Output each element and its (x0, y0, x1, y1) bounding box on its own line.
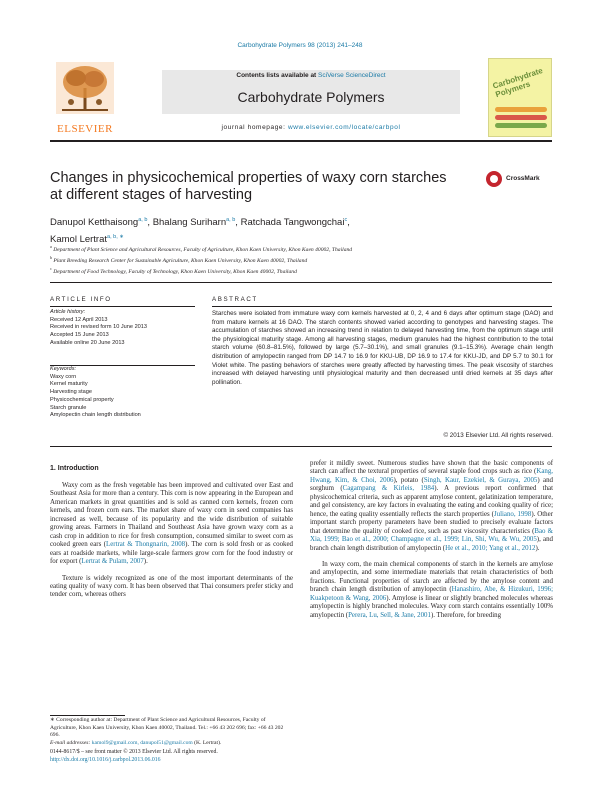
homepage-label: journal homepage: (221, 124, 286, 131)
section-rule (50, 282, 552, 283)
paragraph-text: ). A previous report confirmed that physicochemical criteria, such as apparent amylose content, gelatinization temperature, and gel consistency, are key factors in evaluating the eating and cooking quality of rice; hence, the eating quality essentially reflects the starch properties ( (310, 485, 553, 518)
paragraph-text: prefer it mildly sweet. Numerous studies have shown that the basic components of starch can affect the textural properties of several staple food crops such as rice ( (310, 460, 553, 476)
contents-line (162, 72, 460, 79)
keyword: Kernel maturity (50, 381, 88, 388)
citation-link[interactable]: Juliano, 1998 (493, 510, 532, 518)
crossmark-icon (486, 171, 502, 187)
masthead (50, 58, 552, 137)
paragraph-text: ) and sorghum ( (310, 476, 554, 493)
paragraph-text: ). Other important starch property parameters have been studied to precisely evaluate factors that determine the quality of cooked rice, such as past viscosity characteristics ( (310, 510, 553, 535)
issn-line: 0144-8617/$ – see front matter © 2013 Elsevier Ltd. All rights reserved. (50, 749, 218, 755)
doi-link[interactable]: http://dx.doi.org/10.1016/j.carbpol.2013.06.016 (50, 756, 161, 763)
article-title: Changes in physicochemical properties of waxy corn starches at different stages of harvesting (50, 170, 447, 203)
journal-reference[interactable]: Carbohydrate Polymers 98 (2013) 241–248 (237, 42, 363, 49)
affiliation-marker: b (50, 254, 52, 260)
cover-stripe (495, 123, 547, 128)
elsevier-logo[interactable] (50, 58, 120, 137)
citation-link[interactable]: Lertrat & Thongnarin, 2008 (106, 541, 186, 549)
citation-link[interactable]: Singh, Kaur, Ezekiel, & Guraya, 2005 (423, 476, 538, 484)
sciencedirect-link[interactable]: SciVerse ScienceDirect (318, 72, 386, 79)
abstract-copyright: © 2013 Elsevier Ltd. All rights reserved. (443, 432, 553, 439)
affiliation (50, 254, 550, 265)
history-item: Received in revised form 10 June 2013 (50, 324, 148, 331)
affiliation-marker: c (50, 265, 52, 271)
affiliation-marker: a (50, 244, 52, 249)
corresponding-author-footnote (50, 717, 293, 747)
paragraph: Texture is widely recognized as one of the most important determinants of the eating quality of waxy corn. It has been observed that Thai consumers prefer sticky and tender corn, whereas others (50, 574, 293, 599)
journal-homepage (162, 124, 460, 131)
citation-link[interactable]: Hanashiro, Abe, & Hizukuri, 1996; Kuakpetoon & Wang, 2006 (310, 586, 553, 602)
citation-link[interactable]: Bao & Xia, 1999; Bao et al., 2000; Champagne et al., 1999; Lin, Shi, Wu, & Wu, 2005 (310, 527, 553, 544)
crossmark-badge[interactable] (486, 171, 558, 201)
crossmark-label: CrossMark (506, 175, 540, 182)
keyword: Amylopectin chain length distribution (50, 412, 141, 419)
masthead-rule (50, 140, 552, 142)
cover-stripe (495, 115, 547, 120)
author-separator: , (347, 217, 350, 229)
issn-doi-block (50, 749, 350, 764)
contents-label: Contents lists available at (236, 72, 317, 79)
journal-title: Carbohydrate Polymers (237, 89, 385, 105)
keywords-heading: Keywords: (50, 366, 77, 372)
citation-link[interactable]: Cagampang & Kirleis, 1984 (342, 485, 435, 493)
paragraph-text: In waxy corn, the main chemical components of starch in the kernels are amylose and amylopectin, and some intermediate materials that retain characteristics of both fractions. Functional properties of starch are affected by the amylose content and branch chain length distribution of amylopectin ( (310, 560, 553, 594)
citation-link[interactable]: He et al., 2010; Yang et al., 2012 (445, 544, 536, 552)
history-item: Received 12 April 2013 (50, 316, 108, 323)
citation-link[interactable]: Lertrat & Pulam, 2007 (81, 558, 144, 566)
body-rule (50, 446, 552, 447)
body-column-right (310, 460, 553, 620)
keywords (50, 366, 200, 420)
article-info-rule (50, 306, 195, 307)
keyword: Physicochemical property (50, 396, 114, 403)
affiliation (50, 265, 550, 276)
history-heading: Article history: (50, 309, 86, 315)
keyword: Starch granule (50, 404, 87, 411)
citation-link[interactable]: Kang, Hwang, Kim, & Choi, 2006 (310, 468, 553, 484)
paragraph-text: ). The corn is sold fresh or as cooked ears at roadside markets, while large-scale farmers grow corn for the food industry or for export ( (50, 541, 293, 566)
affiliation (50, 243, 550, 254)
introduction-heading: 1. Introduction (50, 465, 99, 472)
citation-link[interactable]: Perera, Lu, Sell, & Jane, 2001 (348, 611, 431, 619)
paragraph-text: ). (143, 558, 148, 566)
homepage-link[interactable]: www.elsevier.com/locate/carbpol (287, 124, 401, 131)
footnote-text: Corresponding author at: Department of Plant Science and Agricultural Resources, Faculty of Agriculture, Khon Kaen University, Khon Kaen 40002, Thailand. Tel.: +66 43 202 696; fax: +66 43 202 696. (50, 717, 284, 738)
history-item: Available online 20 June 2013 (50, 339, 125, 346)
footnote-rule (50, 715, 125, 716)
email-link[interactable]: kamol9@gmail.com, danupol51@gmail.com (91, 739, 193, 746)
abstract-text: Starches were isolated from immature waxy corn kernels harvested at 0, 2, 4 and 6 days after optimum stage (DAO) and from mature kernels at 16 DAO. The starch contents showed varied according to genotypes and harvesting stages. The accumulation of starches showed an increasing trend in relation to delayed harvesting time, from the optimum stage until the physiological maturity stage. Among all harvesting stages, medium granules had the highest contribution to the total starch volume (60.8–81.5%), followed by large (5.7–30.1%), and small granules (9.1–15.3%). Average chain length distribution of amylopectin ranged from DP 14.7 to 16.9 for KKU-UB, DP 16.9 to 17.4 for KKU-JD, and DP 5.7 to 30.1 for Violet white. The pasting behaviors of starches were greatly affected by harvesting times. The peak viscosity of starches increased with delayed harvesting until physiological maturity and then decreased until dried kernels at 35 days after pollination. (212, 310, 553, 386)
abstract-rule (212, 306, 552, 307)
author-affil-marker[interactable]: c (344, 217, 348, 223)
affiliations (50, 243, 550, 276)
keyword: Harvesting stage (50, 389, 92, 396)
paragraph (50, 482, 293, 567)
cover-stripe (495, 107, 547, 112)
paragraph-text: ). Amylose is linear or slightly branched molecules whereas amylopectin is highly branched molecules. Waxy corn starch contains essentially 100% amylopectin ( (310, 594, 553, 619)
paragraph-text: ). Therefore, for breeding (430, 611, 502, 619)
paragraph (310, 561, 553, 620)
author-separator: , (147, 217, 153, 229)
affiliation-text: Plant Breeding Research Center for Sustainable Agriculture, Khon Kaen University, Khon Kaen 40002, Thailand (53, 257, 308, 264)
affiliation-text: Department of Food Technology, Faculty of Technology, Khon Kaen University, Khon Kaen 40002, Thailand (53, 268, 297, 275)
author-separator: , (235, 217, 241, 229)
publisher-name: ELSEVIER (57, 123, 113, 135)
paragraph-text: ), potato ( (393, 476, 424, 484)
article-info-heading: ARTICLE INFO (50, 296, 112, 303)
paragraph-text: ). (535, 544, 540, 552)
history-item: Accepted 15 June 2013 (50, 332, 109, 339)
affiliation-text: Department of Plant Science and Agricultural Resources, Faculty of Agriculture, Khon Kaen University, Khon Kaen 40002, Thailand (53, 246, 353, 253)
paragraph (310, 460, 553, 553)
abstract-heading: ABSTRACT (212, 296, 258, 303)
paragraph-text: Waxy corn as the fresh vegetable has been improved and cultivated over East and Southeast Asia for more than a century. This corn is now appearing in the European and American markets in great quantities and is sold as canned corn kernels, frozen corn kernels, and frozen corn ears. The market share of waxy corn in seed companies has increased as well, because of its popularity and the wide distribution of suitable growing areas. Farmers in Thailand and Southeast Asia have grown waxy corn as a cash crop in addition to rice for fresh consumption, consumed similar to sweet corn as cooked green ears ( (50, 482, 293, 549)
body-column-left (50, 482, 293, 600)
author-affil-marker[interactable]: a, b (138, 217, 148, 223)
author-name: Ratchada Tangwongchai (240, 217, 345, 229)
email-suffix: (K. Lertrat). (192, 739, 222, 746)
cover-title: Carbohydrate Polymers (491, 66, 544, 100)
author-name: Bhalang Suriharn (152, 217, 227, 229)
article-history (50, 309, 195, 348)
author-affil-marker[interactable]: a, b (226, 217, 236, 223)
author-name: Danupol Ketthaisong (50, 217, 139, 229)
elsevier-tree-icon (56, 62, 114, 114)
journal-cover[interactable] (488, 58, 552, 137)
email-label: E-mail addresses: (50, 739, 91, 746)
author-affil-marker[interactable]: a, b, ∗ (107, 234, 124, 241)
keyword: Waxy corn (50, 373, 77, 380)
paragraph-text: ), and branch chain length distribution of amylopectin ( (310, 536, 553, 552)
footnote-mark: ∗ (50, 717, 55, 723)
author-name: Kamol Lertrat (50, 234, 108, 246)
